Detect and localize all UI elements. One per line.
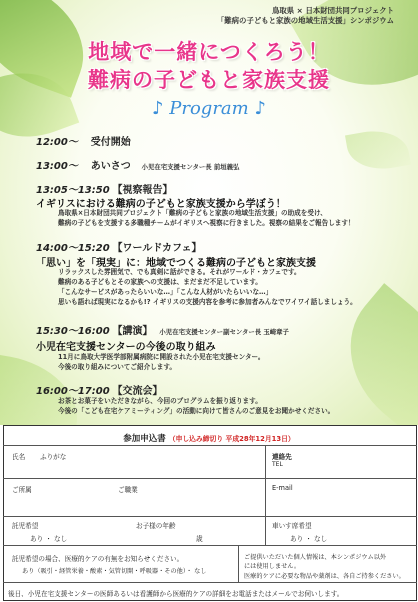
networking-desc-2: 今後の「こども在宅ケアミーティング」の活動に向けて皆さんのご意見をお聞かせください。 [58,407,335,415]
section: 【講演】 [112,326,153,337]
program-item-networking [36,382,163,397]
privacy-note-1: ご提供いただいた個人情報は、本シンポジウム以外 [244,554,387,561]
world-cafe-desc-1: リラックスした雰囲気で、でも真剣に話ができる。それがワールド・カフェです。 [58,268,301,276]
program-item-report [36,181,173,196]
care-note-1: 託児希望の場合、医療的ケアの有無をお知らせください。 [12,555,184,563]
report-heading: イギリスにおける難病の子どもと家族支援から学ぼう！ [36,199,286,210]
section: 【交流会】 [112,386,163,397]
program-item-greeting [36,157,239,172]
time: 12:00〜 [36,137,78,148]
form-divider [3,545,417,546]
report-desc-1: 鳥取県×日本財団共同プロジェクト「難病の子どもと家族の地域生活支援」の助成を受け、 [58,209,327,217]
form-deadline: （申し込み締切り 平成28年12月13日） [168,435,295,443]
time: 15:30〜16:00 [36,326,110,337]
tel-field[interactable] [290,460,410,476]
program-item-reception [36,133,131,148]
form-divider [3,516,417,517]
tel-label: TEL [272,461,283,468]
lecture-desc-1: 11月に鳥取大学医学部附属病院に開設された小児在宅支援センター。 [58,353,265,361]
childcare-options[interactable]: あり ・ なし [30,535,68,543]
form-title-text: 参加申込書 [123,434,166,444]
networking-desc-1: お茶とお菓子をいただきながら、今回のプログラムを振り返ります。 [58,397,262,405]
world-cafe-desc-3: 「こんなサービスがあったらいいな…」「こんな人材がいたらいいな…」 [58,288,273,296]
event-label: 受付開始 [90,137,131,148]
world-cafe-desc-4: 思いも語れば現実になるかも!? イギリスの支援内容を参考に参加者みんなでワイワイ話しましょう。 [58,298,357,306]
privacy-note-3: 医療的ケアに必要な物品や薬剤は、各自ご持参ください。 [244,573,405,580]
childcare-label: 託児希望 [12,522,39,530]
job-label: ご職業 [118,486,138,494]
email-field[interactable] [272,494,410,512]
lecture-heading: 小児在宅支援センターの今後の取り組み [36,342,216,353]
email-label: E-mail [272,484,293,492]
job-field[interactable] [118,494,258,512]
name-label: 氏名 [12,453,26,461]
org-line-2: 「難病の子どもと家族の地域生活支援」シンポジウム [216,16,394,25]
leaf-decoration [345,125,411,175]
program-item-lecture [36,322,289,337]
world-cafe-desc-2: 難病のある子どもとその家族への支援は、まだまだ不足しています。 [58,278,262,286]
org-line-1: 鳥取県 × 日本財団共同プロジェクト [271,6,394,15]
privacy-note-2: には使用しません。 [244,563,301,570]
footer-note: 後日、小児在宅支援センターの医師あるいは看護師から医療的ケアの詳細をお電話またはメールでお伺いします。 [8,590,344,598]
program-label: ♪ Program ♪ [152,98,266,119]
form-divider [238,545,239,582]
world-cafe-heading: 「思い」を「現実」に：地域でつくる難病の子どもと家族支援 [36,258,316,269]
form-title [0,432,418,444]
speaker: 小児在宅支援センター長 前垣義弘 [141,163,240,171]
form-divider [3,582,417,583]
care-note-2[interactable]: あり（吸引・経管栄養・酸素・気管切開・呼吸器・その他）・ なし [22,568,207,575]
time: 16:00〜17:00 [36,386,110,397]
report-desc-2: 難病の子どもを支援する多職種チームがイギリスへ視察に行きました。視察の結果をご報告します！ [58,219,355,227]
section: 【視察報告】 [112,185,173,196]
wheelchair-label: 車いす席希望 [272,522,312,530]
form-divider [3,478,417,479]
form-divider [3,445,417,446]
program-item-world-cafe [36,239,202,254]
affiliation-label: ご所属 [12,486,32,494]
section: 【ワールドカフェ】 [112,243,202,254]
time: 14:00〜15:20 [36,243,110,254]
contact-label: 連絡先 [272,453,292,461]
event-label: あいさつ [90,161,131,172]
lecture-desc-2: 今後の取り組みについてご紹介します。 [58,363,177,371]
furigana-label: ふりがな [40,453,67,461]
time: 13:05〜13:50 [36,185,110,196]
form-divider [265,445,266,545]
name-field[interactable] [12,462,252,476]
main-title-line-2: 難病の子どもと家族支援 [88,68,330,92]
age-unit: 歳 [196,535,203,543]
child-age-label: お子様の年齢 [136,522,176,530]
main-title-line-1: 地域で一緒につくろう！ [88,40,330,64]
time: 13:00〜 [36,161,78,172]
wheelchair-options[interactable]: あり ・ なし [290,535,328,543]
affiliation-field[interactable] [12,494,112,512]
speaker: 小児在宅支援センター副センター長 玉崎章子 [159,328,289,336]
